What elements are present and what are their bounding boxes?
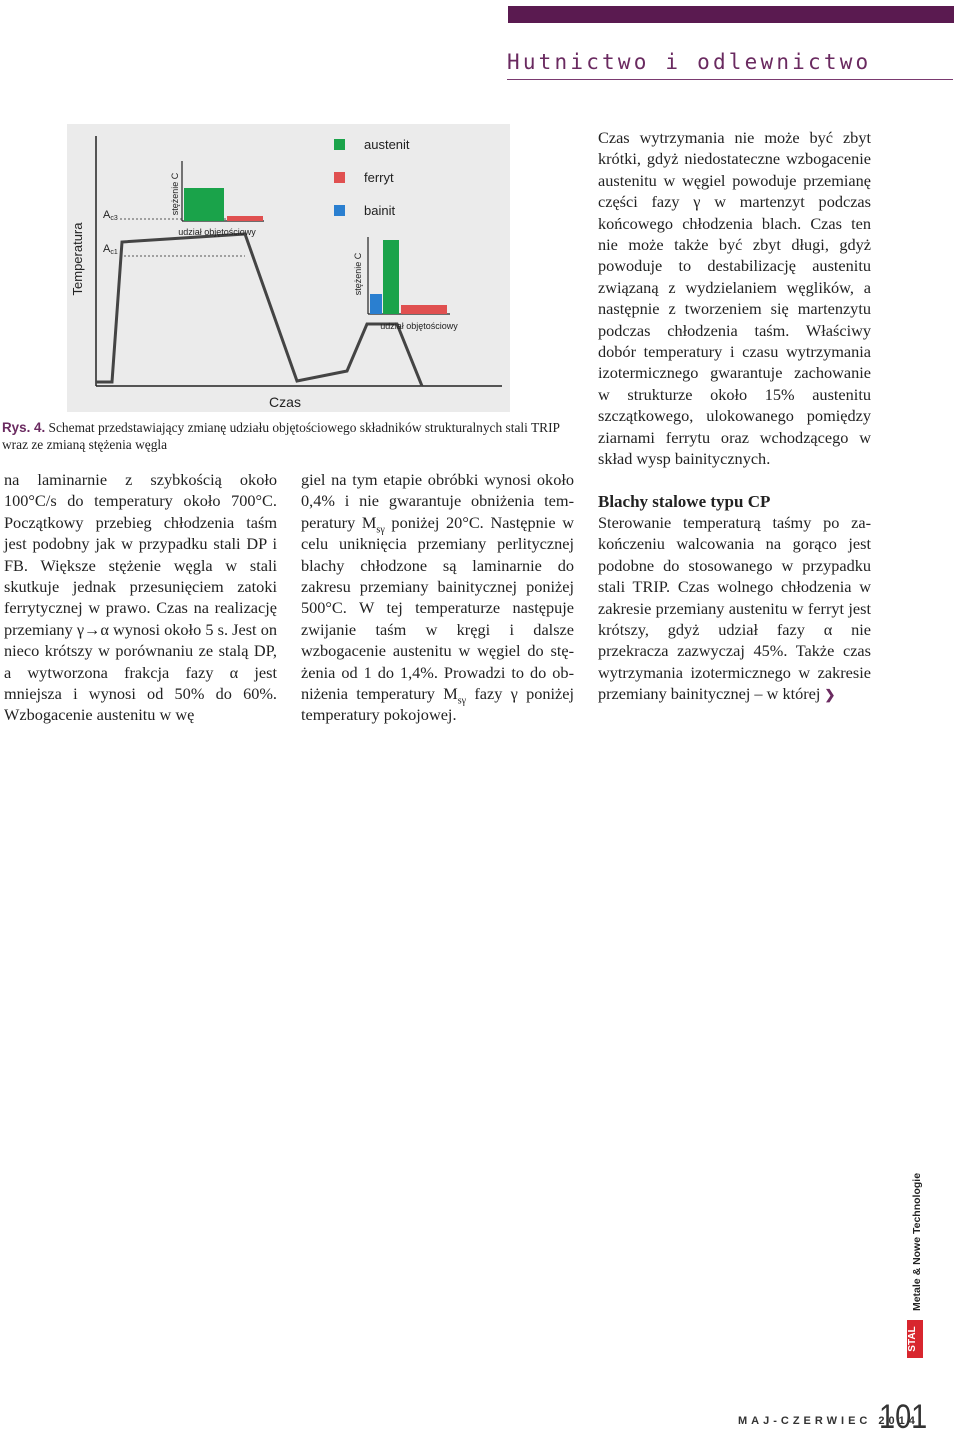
issue-date: MAJ-CZERWIEC 2014 <box>738 1415 919 1427</box>
figure-svg <box>67 124 510 412</box>
y-axis-label: Temperatura <box>70 222 85 296</box>
legend-bainite: bainit <box>364 203 396 218</box>
inset1-ferrite-bar <box>227 216 263 221</box>
legend-ferrite: ferryt <box>364 170 394 185</box>
legend-swatch-bainite <box>334 205 345 216</box>
caption-text: Schemat przedstawiający zmianę udziału objętościowego składników strukturalnych stali TRIP wraz ze zmianą stężenia węgla <box>2 420 560 452</box>
section-heading-cp: Blachy stalowe typu CP <box>598 491 771 511</box>
column-3-paragraph-2: Sterowanie temperaturą taśmy po zakończeniu walcowania na gorąco jest podobne do stosowanego w przypadku stali TRIP. Czas wolnego chłodzenia w zakresie przemiany austenitu w ferryt jest krótszy, gdyż udział fazy α nie przekracza zazwyczaj 45%. Także czas wytrzymania izotermicznego w zakresie przemiany bainitycznej – w której ❯ <box>598 512 871 704</box>
legend-austenite: austenit <box>364 137 410 152</box>
inset2-bainite-bar <box>370 294 382 314</box>
ac3-label: Ac3 <box>103 209 118 222</box>
title-rule <box>507 79 953 80</box>
figure-schematic <box>67 124 510 412</box>
inset1-ylabel: stężenie C <box>170 172 180 216</box>
legend-swatch-austenite <box>334 139 345 150</box>
column-2: giel na tym etapie obróbki wynosi około 0,4% i nie gwarantuje obniżenia temperatury $M_{s\gamma}$ poniżej 20°C. Następnie w celu uniknięcia przemiany perlitycznej blachy chłodzone są laminarnie do zakresu przemiany bainitycznej poniżej 500°C. W tej temperaturze następuje zwijanie taśm w kręgi i dalsze wzbogacenie austenitu w węgiel do stężenia od 1 do 1,4%. Prowadzi to do obniżenia temperatury $M_{s\gamma}$ fazy γ poniżej temperatury pokojowej. <box>301 470 575 725</box>
column-3 <box>598 127 871 706</box>
brand-vertical <box>902 1170 932 1360</box>
page-number: 101 <box>879 1398 928 1436</box>
inset2-ferrite-bar <box>401 305 447 314</box>
inset1-xlabel: udział objętościowy <box>178 227 256 237</box>
inset2-ylabel: stężenie C <box>353 252 363 296</box>
inset2-austenite-bar <box>383 240 399 314</box>
section-title: Hutnictwo i odlewnictwo <box>507 50 872 74</box>
ac1-label: Ac1 <box>103 243 118 256</box>
inset2-xlabel: udział objętościowy <box>380 321 458 331</box>
continue-arrow-icon: ❯ <box>824 687 836 703</box>
inset1-austenite-bar <box>184 188 224 221</box>
brand-text: Metale & Nowe Technologie <box>911 1172 923 1312</box>
figure-caption <box>2 419 572 453</box>
x-axis-label: Czas <box>269 394 301 410</box>
svg-text:STAL: STAL <box>907 1326 918 1352</box>
brand-logo <box>902 1170 932 1360</box>
column-3-paragraph-1: Czas wytrzymania nie może być zbyt krótki, gdyż niedostateczne wzbogacenie austenitu w węgiel powoduje przemianę części fazy γ w martenzyt podczas końcowego chłodzenia blach. Czas ten nie może także być zbyt długi, gdyż powoduje to destabilizację austenitu związaną z wydzielaniem węglików, a następnie z tworzeniem się martenzytu podczas chłodzenia taśm. Właściwy dobór temperatury i czasu wytrzymania izotermicznego gwarantuje zachowanie w strukturze około 15% austenitu szczątkowego, ulokowanego pomiędzy ziarnami ferrytu oraz wchodzącego w skład wysp bainitycznych. <box>598 128 871 469</box>
header-color-bar <box>508 6 954 23</box>
legend-swatch-ferrite <box>334 172 345 183</box>
caption-label: Rys. 4. <box>2 420 46 435</box>
column-1: na laminarnie z szybkością około 100°C/s do temperatury około 700°C. Początkowy przebieg chłodzenia taśm jest podobny jak w przypadku stali DP i FB. Większe stężenie węgla w stali skutkuje jednak przesunięciem zatoki ferrytycznej w prawo. Czas na realizację przemiany γ→α wynosi około 5 s. Jest on nieco krótszy w porównaniu ze stalą DP, a wytworzona frakcja fazy α jest mniejsza i wynosi od 50% do 60%. Wzbogacenie austenitu w wę <box>4 470 277 725</box>
